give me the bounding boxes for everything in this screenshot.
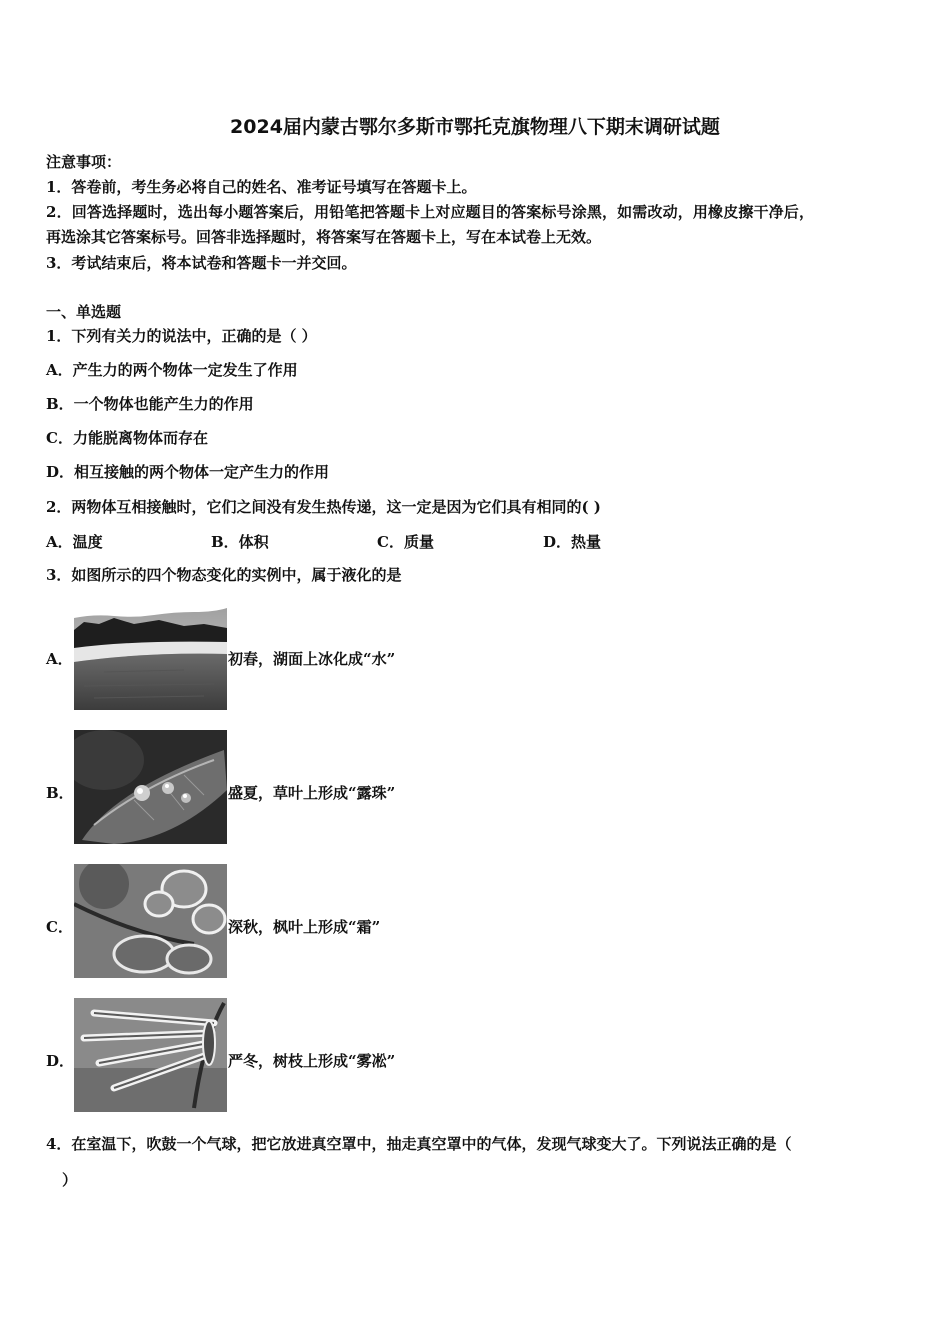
notice-item: 1．答卷前，考生务必将自己的姓名、准考证号填写在答题卡上。 bbox=[46, 178, 477, 196]
frost-leaf-photo bbox=[74, 864, 227, 978]
option-caption: 盛夏，草叶上形成“露珠” bbox=[228, 784, 396, 802]
question-3-option-d bbox=[46, 998, 646, 1114]
section-heading: 一、单选题 bbox=[46, 303, 122, 321]
question-1-stem: 1．下列有关力的说法中，正确的是（ ） bbox=[46, 327, 317, 345]
question-4-stem: 4．在室温下，吹鼓一个气球，把它放进真空罩中，抽走真空罩中的气体，发现气球变大了。下列说法正确的是（ bbox=[46, 1135, 792, 1153]
notice-item: 3．考试结束后，将本试卷和答题卡一并交回。 bbox=[46, 254, 357, 272]
question-2-option-d: D．热量 bbox=[543, 533, 602, 551]
dew-leaf-photo bbox=[74, 730, 227, 844]
question-2-option-a: A．温度 bbox=[46, 533, 103, 551]
question-1-option-a: A．产生力的两个物体一定发生了作用 bbox=[46, 361, 298, 379]
question-3-stem: 3．如图所示的四个物态变化的实例中，属于液化的是 bbox=[46, 566, 402, 584]
notice-heading: 注意事项： bbox=[46, 153, 122, 171]
rime-branch-photo bbox=[74, 998, 227, 1112]
option-letter: A． bbox=[46, 650, 73, 668]
question-1-option-b: B．一个物体也能产生力的作用 bbox=[46, 395, 254, 413]
option-letter: D． bbox=[46, 1052, 75, 1070]
question-2-options bbox=[46, 531, 746, 551]
question-3-option-c bbox=[46, 864, 646, 980]
question-3-option-a bbox=[46, 596, 646, 712]
question-2-stem: 2．两物体互相接触时，它们之间没有发生热传递，这一定是因为它们具有相同的( ) bbox=[46, 498, 601, 516]
option-caption: 严冬，树枝上形成“雾凇” bbox=[228, 1052, 396, 1070]
question-1-option-d: D．相互接触的两个物体一定产生力的作用 bbox=[46, 463, 330, 481]
question-2-option-b: B．体积 bbox=[211, 533, 269, 551]
notice-item: 2．回答选择题时，选出每小题答案后，用铅笔把答题卡上对应题目的答案标号涂黑，如需改动，用橡皮擦干净后， bbox=[46, 203, 815, 221]
option-letter: C． bbox=[46, 918, 73, 936]
option-caption: 初春，湖面上冰化成“水” bbox=[228, 650, 396, 668]
option-letter: B． bbox=[46, 784, 74, 802]
lake-photo bbox=[74, 596, 227, 710]
page-title: 2024届内蒙古鄂尔多斯市鄂托克旗物理八下期末调研试题 bbox=[230, 116, 720, 138]
notice-item: 再选涂其它答案标号。回答非选择题时，将答案写在答题卡上，写在本试卷上无效。 bbox=[46, 228, 602, 246]
question-3-option-b bbox=[46, 730, 646, 846]
question-4-stem-cont: ） bbox=[62, 1171, 78, 1189]
question-1-option-c: C．力能脱离物体而存在 bbox=[46, 429, 208, 447]
question-2-option-c: C．质量 bbox=[377, 533, 434, 551]
option-caption: 深秋，枫叶上形成“霜” bbox=[228, 918, 381, 936]
